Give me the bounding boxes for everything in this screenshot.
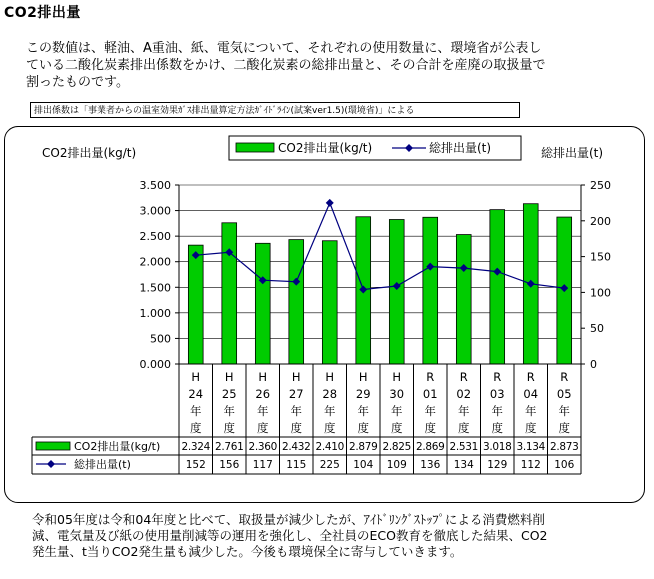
data-label-line: 136 bbox=[420, 459, 441, 471]
x-tick-label: H bbox=[258, 370, 268, 384]
x-tick-label: 年 bbox=[558, 404, 570, 418]
data-label-line: 134 bbox=[453, 459, 474, 471]
x-tick-label: 01 bbox=[422, 387, 438, 401]
bar bbox=[255, 243, 270, 364]
y-left-tick-label: 3.000 bbox=[139, 204, 171, 218]
x-tick-label: 度 bbox=[223, 421, 235, 435]
data-label-bar: 2.360 bbox=[248, 441, 278, 453]
closing-note: 令和05年度は令和04年度と比べて、取扱量が減少したが、ｱｲﾄﾞﾘﾝｸﾞｽﾄｯﾌﾟによる消費燃料削減、電気量及び紙の使用量削減等の運用を強化し、全社員のECO教育を徹底した結果、CO2発生量、t当りCO2発生量も減少した。今後も環境保全に寄与していきます。 bbox=[32, 512, 548, 559]
x-tick-label: 05 bbox=[556, 387, 572, 401]
data-label-line: 115 bbox=[286, 459, 307, 471]
x-tick-label: 度 bbox=[558, 421, 570, 435]
x-tick-label: 年 bbox=[223, 404, 235, 418]
data-label-bar: 3.018 bbox=[482, 441, 512, 453]
y-left-tick-label: 2.000 bbox=[139, 255, 171, 269]
bar bbox=[188, 245, 203, 364]
y-left-tick-label: 0.000 bbox=[139, 358, 171, 371]
data-label-bar: 2.432 bbox=[281, 441, 311, 453]
x-tick-label: 年 bbox=[424, 404, 436, 418]
y-left-tick-label: 2.500 bbox=[139, 230, 171, 244]
x-tick-label: R bbox=[526, 370, 535, 384]
x-tick-label: 02 bbox=[456, 387, 472, 401]
x-tick-label: 04 bbox=[523, 387, 539, 401]
bar bbox=[490, 210, 505, 364]
table-row-label-bar: CO2排出量(kg/t) bbox=[74, 440, 161, 453]
x-tick-label: R bbox=[426, 370, 435, 384]
legend-line-label: 総排出量(t) bbox=[429, 141, 492, 155]
y-axis-left-title: CO2排出量(kg/t) bbox=[42, 146, 137, 160]
table-bar-swatch bbox=[36, 442, 70, 450]
x-tick-label: 度 bbox=[190, 421, 202, 435]
bar bbox=[222, 223, 237, 364]
table-line-marker bbox=[47, 460, 55, 468]
data-label-line: 117 bbox=[252, 459, 273, 471]
x-tick-label: 28 bbox=[322, 387, 338, 401]
data-label-bar: 2.879 bbox=[348, 441, 378, 453]
y-left-tick-label: 500 bbox=[150, 332, 171, 346]
data-label-line: 112 bbox=[520, 459, 541, 471]
x-tick-label: 年 bbox=[290, 404, 302, 418]
page-title: CO2排出量 bbox=[4, 5, 81, 21]
bar bbox=[389, 220, 404, 364]
data-label-bar: 2.873 bbox=[549, 441, 579, 453]
bar bbox=[423, 217, 438, 364]
x-tick-label: 度 bbox=[525, 421, 537, 435]
x-tick-label: 年 bbox=[458, 404, 470, 418]
bar bbox=[289, 240, 304, 364]
data-label-line: 109 bbox=[386, 459, 407, 471]
data-label-line: 104 bbox=[353, 459, 374, 471]
y-left-tick-label: 1.000 bbox=[139, 306, 171, 320]
x-tick-label: 年 bbox=[324, 404, 336, 418]
y-right-tick-label: 50 bbox=[590, 322, 604, 336]
x-tick-label: 度 bbox=[357, 421, 369, 435]
y-right-tick-label: 200 bbox=[590, 214, 611, 228]
y-right-tick-label: 250 bbox=[590, 179, 611, 192]
x-tick-label: 29 bbox=[355, 387, 371, 401]
x-tick-label: 度 bbox=[257, 421, 269, 435]
x-tick-label: R bbox=[493, 370, 502, 384]
x-tick-label: 年 bbox=[525, 404, 537, 418]
x-tick-label: H bbox=[191, 370, 201, 384]
x-tick-label: 度 bbox=[290, 421, 302, 435]
x-tick-label: 度 bbox=[458, 421, 470, 435]
data-label-bar: 2.761 bbox=[214, 441, 244, 453]
x-tick-label: 度 bbox=[324, 421, 336, 435]
x-tick-label: 24 bbox=[188, 387, 204, 401]
x-tick-label: H bbox=[325, 370, 335, 384]
x-tick-label: 度 bbox=[391, 421, 403, 435]
intro-paragraph: この数値は、軽油、A重油、紙、電気について、それぞれの使用数量に、環境省が公表している二酸化炭素排出係数をかけ、二酸化炭素の総排出量と、その合計を産廃の取扱量で割ったものです。 bbox=[26, 41, 546, 90]
x-tick-label: 27 bbox=[288, 387, 304, 401]
y-right-tick-label: 150 bbox=[590, 250, 611, 264]
table-row-label-line: 総排出量(t) bbox=[74, 458, 131, 471]
data-label-line: 156 bbox=[219, 459, 240, 471]
data-label-line: 152 bbox=[185, 459, 206, 471]
x-tick-label: H bbox=[392, 370, 402, 384]
x-tick-label: H bbox=[224, 370, 234, 384]
y-left-tick-label: 1.500 bbox=[139, 281, 171, 295]
emission-factor-source-note: 排出係数は「事業者からの温室効果ｶﾞｽ排出量算定方法ｶﾞｲﾄﾞﾗｲﾝ(試案ver1.5)(環境省)」による bbox=[30, 102, 520, 118]
x-tick-label: 年 bbox=[491, 404, 503, 418]
x-tick-label: 26 bbox=[255, 387, 271, 401]
data-label-line: 225 bbox=[319, 459, 340, 471]
legend-bar-swatch bbox=[236, 143, 274, 152]
line-point bbox=[326, 199, 334, 207]
x-tick-label: R bbox=[459, 370, 468, 384]
data-label-bar: 2.410 bbox=[315, 441, 345, 453]
x-tick-label: 年 bbox=[391, 404, 403, 418]
series-line bbox=[196, 203, 565, 290]
x-tick-label: 年 bbox=[257, 404, 269, 418]
y-right-tick-label: 0 bbox=[590, 358, 597, 371]
x-tick-label: 年 bbox=[190, 404, 202, 418]
x-tick-label: R bbox=[560, 370, 569, 384]
y-axis-right-title: 総排出量(t) bbox=[541, 146, 604, 160]
bar bbox=[322, 241, 337, 364]
y-right-tick-label: 100 bbox=[590, 286, 611, 300]
x-tick-label: 03 bbox=[489, 387, 505, 401]
data-label-line: 106 bbox=[554, 459, 575, 471]
data-label-bar: 2.324 bbox=[181, 441, 211, 453]
data-label-bar: 3.134 bbox=[516, 441, 546, 453]
data-label-line: 129 bbox=[487, 459, 508, 471]
x-tick-label: 年 bbox=[357, 404, 369, 418]
data-label-bar: 2.869 bbox=[415, 441, 445, 453]
x-tick-label: 度 bbox=[424, 421, 436, 435]
x-tick-label: 30 bbox=[389, 387, 405, 401]
x-tick-label: 25 bbox=[221, 387, 237, 401]
x-tick-label: H bbox=[358, 370, 368, 384]
y-left-tick-label: 3.500 bbox=[139, 179, 171, 192]
x-tick-label: H bbox=[291, 370, 301, 384]
data-label-bar: 2.825 bbox=[382, 441, 412, 453]
legend-bar-label: CO2排出量(kg/t) bbox=[278, 141, 373, 155]
bar bbox=[456, 235, 471, 364]
x-tick-label: 度 bbox=[491, 421, 503, 435]
data-label-bar: 2.531 bbox=[449, 441, 479, 453]
